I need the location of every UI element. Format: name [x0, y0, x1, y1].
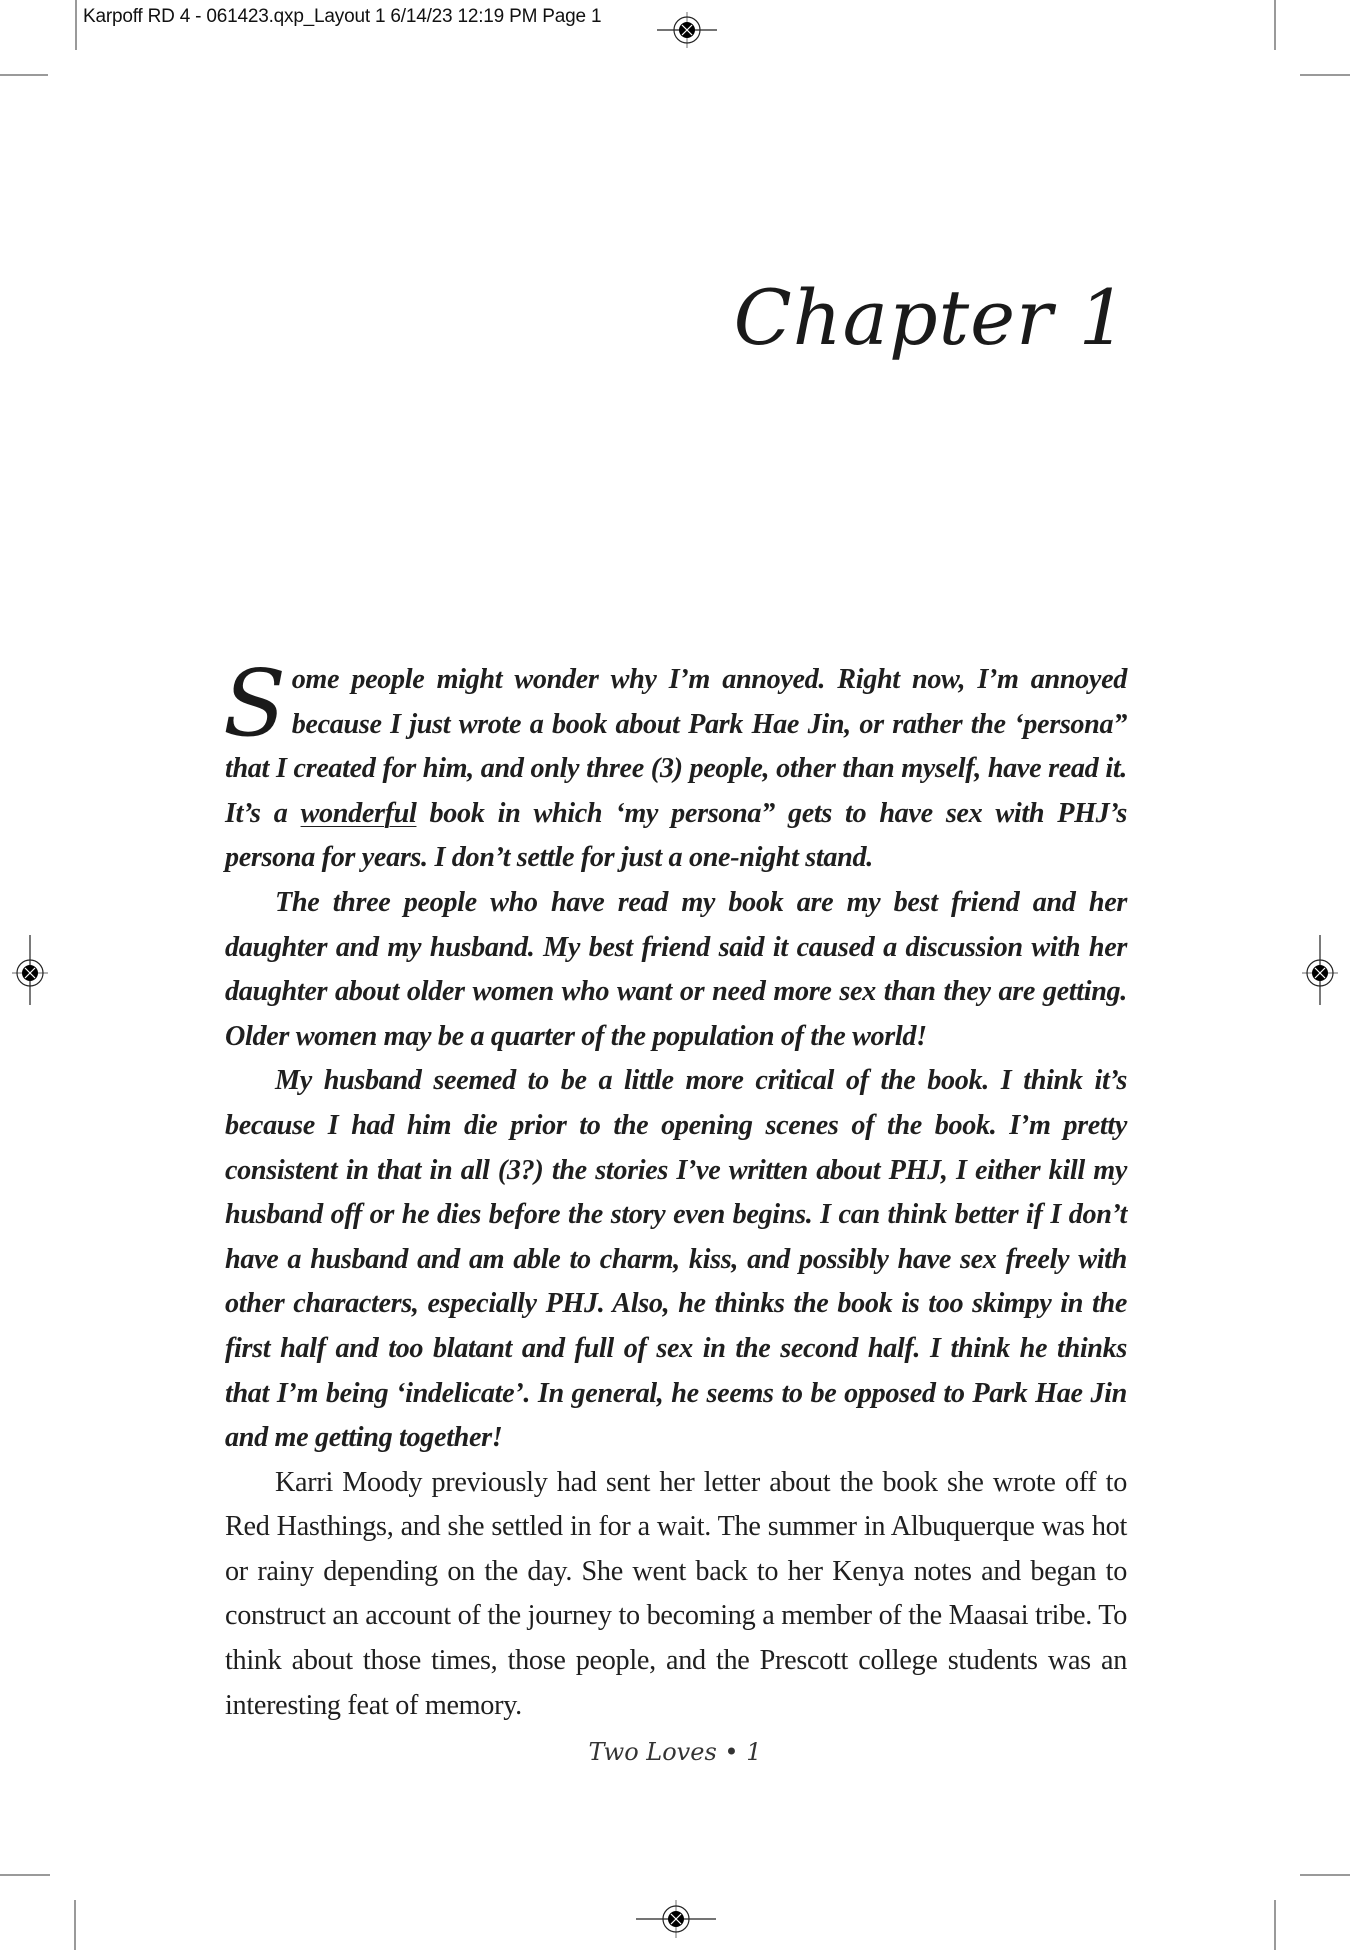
- underlined-word: wonderful: [300, 797, 417, 829]
- paragraph-4: Karri Moody previously had sent her letter about the book she wrote off to Red Hasthings, and she settled in for a wait. The summer in Albuquerque was hot or rainy depending on the day. She went back to her Kenya notes and began to construct an account of the journey to becoming a member of the Maasai tribe. To think about those times, those people, and the Prescott college students was an interesting feat of memory.: [225, 1466, 1127, 1721]
- footer-separator: •: [724, 1738, 739, 1766]
- chapter-title: Chapter 1: [733, 272, 1128, 362]
- paragraph-2: The three people who have read my book are my best friend and her daughter and my husband. My best friend said it caused a discussion with her daughter about older women who want or need more sex than they are getting. Older women may be a quarter of the population of the world!: [225, 886, 1127, 1052]
- page-footer: [0, 1738, 1350, 1766]
- crop-mark-tr-vertical: [1274, 0, 1276, 50]
- paragraph-1-part-2: book in which ‘my persona” gets to have sex with PHJ’s persona for years. I don’t settle for just a one-night stand.: [225, 797, 1127, 874]
- page-number: 1: [746, 1738, 762, 1766]
- registration-mark-bottom-icon: [636, 1900, 716, 1940]
- paragraph-1: [223, 650, 1127, 881]
- crop-mark-bl-vertical: [74, 1900, 76, 1950]
- registration-mark-left-icon: [12, 935, 48, 1005]
- drop-cap: S: [223, 650, 286, 757]
- paragraph-1-part-1: ome people might wonder why I’m annoyed. Right now, I’m annoyed because I just wrote a book about Park Hae Jin, or rather the ‘persona” that I created for him, and only three (3) people, other than myself, have read it. It’s a: [225, 664, 1127, 829]
- registration-mark-top-icon: [657, 12, 717, 48]
- paragraph-3: My husband seemed to be a little more critical of the book. I think it’s because I had him die prior to the opening scenes of the book. I’m pretty consistent in that in all (3?) the stories I’ve written about PHJ, I either kill my husband off or he dies before the story even begins. I can think better if I don’t have a husband and am able to charm, kiss, and possibly have sex freely with other characters, especially PHJ. Also, he thinks the book is too skimpy in the first half and too blatant and full of sex in the second half. I think he thinks that I’m being ‘indelicate’. In general, he seems to be opposed to Park Hae Jin and me getting together!: [225, 1065, 1127, 1454]
- crop-mark-tl-horizontal: [0, 74, 48, 76]
- crop-mark-br-vertical: [1274, 1900, 1276, 1950]
- registration-mark-right-icon: [1302, 935, 1338, 1005]
- crop-mark-bl-horizontal: [0, 1874, 50, 1876]
- running-title: Two Loves: [588, 1738, 717, 1766]
- crop-mark-tl-vertical: [75, 0, 77, 50]
- crop-mark-tr-horizontal: [1300, 74, 1350, 76]
- slug-line: Karpoff RD 4 - 061423.qxp_Layout 1 6/14/23 12:19 PM Page 1: [83, 6, 602, 27]
- crop-mark-br-horizontal: [1300, 1874, 1350, 1876]
- chapter-body: [223, 650, 1127, 1728]
